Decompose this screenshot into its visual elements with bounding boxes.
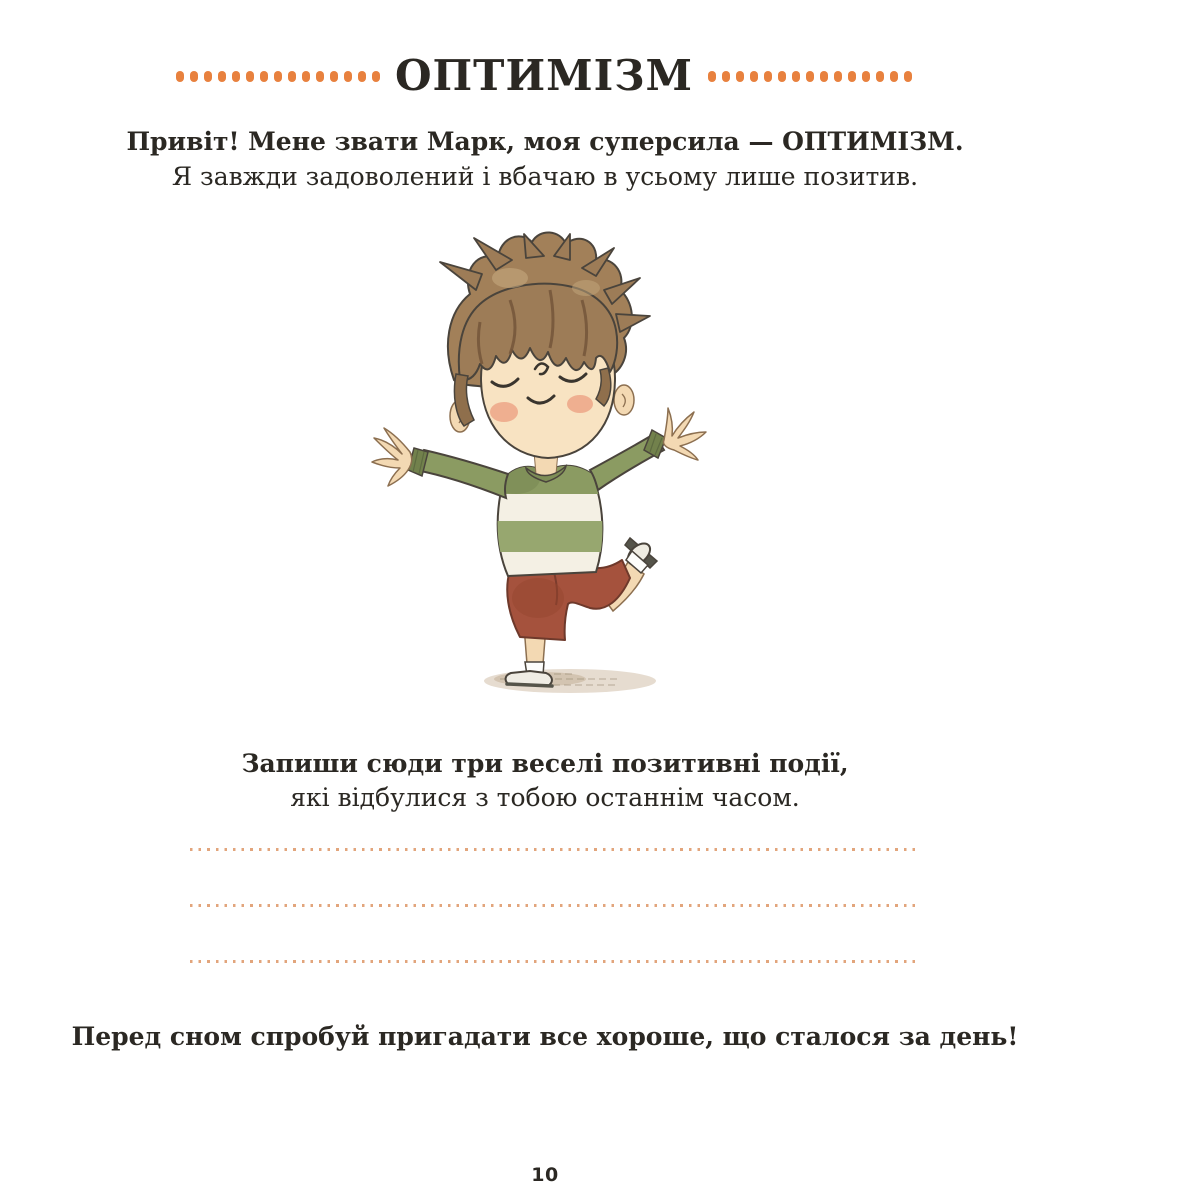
- header-dot: [204, 71, 212, 82]
- right-ear: [614, 385, 634, 415]
- header-dot: [372, 71, 380, 82]
- intro-line-bold: Привіт! Мене звати Марк, моя суперсила — ОПТИМІЗМ.: [126, 127, 964, 156]
- header-dot: [792, 71, 800, 82]
- header-dot: [232, 71, 240, 82]
- head: [440, 232, 650, 458]
- boy-illustration: [358, 228, 710, 702]
- header-dot: [890, 71, 898, 82]
- header-dot: [260, 71, 268, 82]
- header-dot: [764, 71, 772, 82]
- header-dot: [288, 71, 296, 82]
- writing-lines-area: [190, 848, 918, 1016]
- header-dot: [778, 71, 786, 82]
- header-dot: [834, 71, 842, 82]
- writing-line[interactable]: [190, 848, 918, 851]
- writing-line[interactable]: [190, 904, 918, 907]
- header-dot: [302, 71, 310, 82]
- header-dot: [806, 71, 814, 82]
- header-dot: [274, 71, 282, 82]
- footer-note: Перед сном спробуй пригадати все хороше, що сталося за день!: [71, 1022, 1019, 1051]
- header-dot: [358, 71, 366, 82]
- page-title: ОПТИМІЗМ: [394, 51, 694, 100]
- header-dot: [218, 71, 226, 82]
- header-dot: [344, 71, 352, 82]
- header-dot: [176, 71, 184, 82]
- intro-paragraph: [0, 124, 1090, 194]
- header-dot: [820, 71, 828, 82]
- header-dot: [722, 71, 730, 82]
- header-dotted-rule-left: [176, 71, 380, 82]
- header-dotted-rule-right: [708, 71, 912, 82]
- header-dot: [862, 71, 870, 82]
- header-dot: [736, 71, 744, 82]
- header-dot: [190, 71, 198, 82]
- writing-prompt: [0, 747, 1090, 815]
- header-dot: [330, 71, 338, 82]
- header-dot: [876, 71, 884, 82]
- header-dot: [848, 71, 856, 82]
- left-cheek: [490, 402, 518, 422]
- page-header: [176, 50, 912, 102]
- right-cheek: [567, 395, 593, 413]
- header-dot: [316, 71, 324, 82]
- left-arm: [372, 428, 508, 498]
- page-number: 10: [531, 1164, 559, 1186]
- header-dot: [750, 71, 758, 82]
- prompt-line-regular: які відбулися з тобою останнім часом.: [290, 783, 800, 812]
- prompt-line-bold: Запиши сюди три веселі позитивні події,: [241, 749, 849, 778]
- header-dot: [708, 71, 716, 82]
- header-dot: [904, 71, 912, 82]
- header-dot: [246, 71, 254, 82]
- intro-line-regular: Я завжди задоволений і вбачаю в усьому лише позитив.: [171, 162, 919, 191]
- writing-line[interactable]: [190, 960, 918, 963]
